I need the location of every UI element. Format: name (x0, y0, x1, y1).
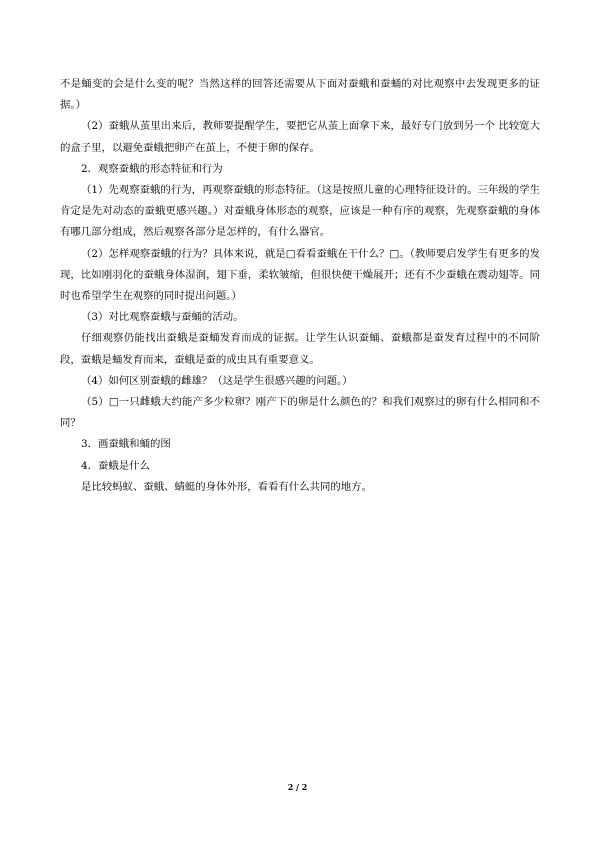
section-heading-4: 4．蚕蛾是什么 (81, 459, 150, 472)
paragraph-compare-activity: （3）对比观察蚕蛾与蚕蛹的活动。 (81, 311, 244, 324)
paragraph-eggs-question: （5）□一只雌蛾大约能产多少粒卵？刚产下的卵是什么颜色的？和我们观察过的卵有什么相同和不同？ (60, 396, 540, 430)
paragraph-evidence: 仔细观察仍能找出蚕蛾是蚕蛹发育而成的证据。让学生认识蚕蛹、蚕蛾都是蚕发育过程中的不同阶段，蚕蛾是蛹发育而来，蚕蛾是蚕的成虫具有重要意义。 (60, 332, 540, 366)
page-number: 2 / 2 (287, 782, 308, 792)
paragraph-compare-insects: 是比较蚂蚁、蚕蛾、蜻蜓的身体外形，看看有什么共同的地方。 (81, 480, 372, 493)
section-heading-2: 2．观察蚕蛾的形态特征和行为 (81, 162, 223, 175)
paragraph-how-observe: （2）怎样观察蚕蛾的行为？具体来说，就是□看看蚕蛾在干什么？□。（教师要启发学生有更多的发现，比如刚羽化的蚕蛾身体湿润，翅下垂，柔软皱缩，但很快便干燥展开；还有不少蚕蛾在震动翅等。同时也希望学生在观察的同时提出问题。） (60, 247, 540, 303)
paragraph-observe-behavior: （1）先观察蚕蛾的行为，再观察蚕蛾的形态特征。（这是按照儿童的心理特征设计的。三年级的学生肯定是先对动态的蚕蛾更感兴趣。）对蚕蛾身体形态的观察，应该是一种有序的观察，先观察蚕蛾的身体有哪几部分组成，然后观察各部分是怎样的，有什么器官。 (60, 184, 540, 239)
paragraph-step-2-note: （2）蚕蛾从茧里出来后，教师要提醒学生，要把它从茧上面拿下来，最好专门放到另一个 比较宽大的盒子里，以避免蚕蛾把卵产在茧上，不便于卵的保存。 (60, 120, 540, 154)
paragraph-male-female: （4）如何区别蚕蛾的雌雄？（这是学生很感兴趣的问题。） (81, 374, 353, 387)
page-content (60, 74, 540, 498)
section-heading-3: 3．画蚕蛾和蛹的图 (81, 438, 171, 451)
paragraph-continuation: 不是蛹变的会是什么变的呢？当然这样的回答还需要从下面对蚕蛾和蚕蛹的对比观察中去发现更多的证据。） (60, 78, 540, 112)
